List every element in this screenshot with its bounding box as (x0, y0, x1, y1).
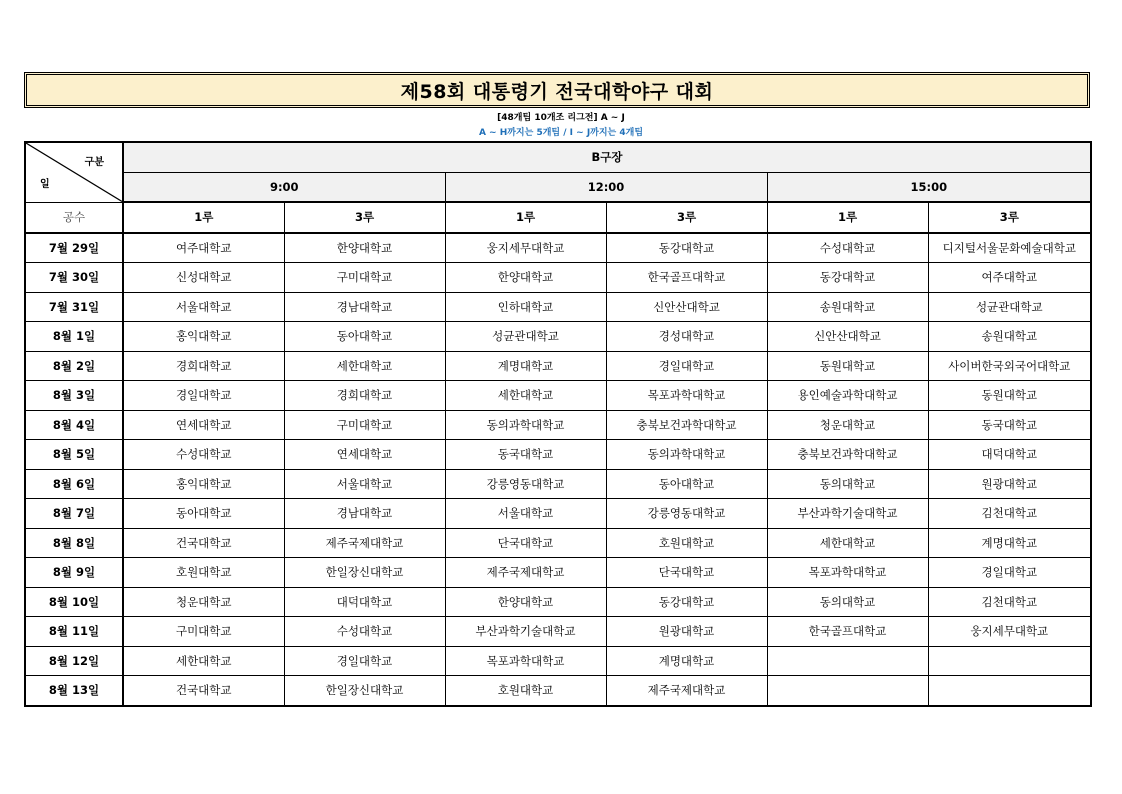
base-header: 3루 (928, 202, 1091, 233)
table-row (25, 528, 1091, 558)
team-cell: 웅지세무대학교 (928, 617, 1091, 647)
date-cell: 8월 10일 (25, 587, 123, 617)
team-cell: 디지털서울문화예술대학교 (928, 233, 1091, 263)
team-cell: 송원대학교 (767, 292, 928, 322)
team-cell: 수성대학교 (767, 233, 928, 263)
team-cell: 계명대학교 (928, 528, 1091, 558)
team-cell: 목포과학대학교 (445, 646, 606, 676)
team-cell: 경성대학교 (606, 322, 767, 352)
date-cell: 7월 30일 (25, 263, 123, 293)
team-cell: 김천대학교 (928, 499, 1091, 529)
team-cell: 목포과학대학교 (767, 558, 928, 588)
team-cell: 동강대학교 (767, 263, 928, 293)
schedule-table (24, 141, 1092, 707)
team-cell: 한일장신대학교 (284, 676, 445, 706)
table-row (25, 646, 1091, 676)
team-cell: 목포과학대학교 (606, 381, 767, 411)
table-row (25, 322, 1091, 352)
team-cell: 한국골프대학교 (606, 263, 767, 293)
date-cell: 7월 31일 (25, 292, 123, 322)
date-cell: 8월 13일 (25, 676, 123, 706)
team-cell: 원광대학교 (606, 617, 767, 647)
team-cell: 충북보건과학대학교 (767, 440, 928, 470)
corner-top-label: 구분 (84, 157, 104, 168)
table-row (25, 233, 1091, 263)
team-cell: 경일대학교 (928, 558, 1091, 588)
team-cell: 제주국제대학교 (606, 676, 767, 706)
date-cell: 8월 6일 (25, 469, 123, 499)
team-cell: 연세대학교 (284, 440, 445, 470)
diagonal-line (26, 143, 122, 202)
team-cell: 한양대학교 (445, 263, 606, 293)
team-cell: 동아대학교 (284, 322, 445, 352)
table-row (25, 587, 1091, 617)
team-cell: 강릉영동대학교 (606, 499, 767, 529)
team-cell: 단국대학교 (606, 558, 767, 588)
date-cell: 8월 1일 (25, 322, 123, 352)
table-row (25, 617, 1091, 647)
team-cell: 호원대학교 (123, 558, 284, 588)
team-cell: 서울대학교 (284, 469, 445, 499)
team-cell: 단국대학교 (445, 528, 606, 558)
team-cell: 건국대학교 (123, 676, 284, 706)
table-row (25, 381, 1091, 411)
team-cell: 계명대학교 (606, 646, 767, 676)
date-cell: 8월 3일 (25, 381, 123, 411)
team-cell: 세한대학교 (123, 646, 284, 676)
team-cell: 사이버한국외국어대학교 (928, 351, 1091, 381)
date-cell: 8월 11일 (25, 617, 123, 647)
team-cell: 경일대학교 (284, 646, 445, 676)
team-cell: 경남대학교 (284, 499, 445, 529)
team-cell: 동원대학교 (928, 381, 1091, 411)
team-cell: 한일장신대학교 (284, 558, 445, 588)
team-cell: 대덕대학교 (284, 587, 445, 617)
team-cell (767, 646, 928, 676)
team-cell: 청운대학교 (123, 587, 284, 617)
team-cell: 동국대학교 (928, 410, 1091, 440)
table-row (25, 469, 1091, 499)
date-cell: 8월 7일 (25, 499, 123, 529)
team-cell: 송원대학교 (928, 322, 1091, 352)
team-cell: 인하대학교 (445, 292, 606, 322)
base-header: 1루 (445, 202, 606, 233)
team-cell: 건국대학교 (123, 528, 284, 558)
date-cell: 8월 8일 (25, 528, 123, 558)
team-cell: 제주국제대학교 (445, 558, 606, 588)
table-row (25, 676, 1091, 706)
page-title (24, 72, 1090, 108)
team-cell: 부산과학기술대학교 (767, 499, 928, 529)
base-header: 3루 (606, 202, 767, 233)
team-cell: 동의과학대학교 (606, 440, 767, 470)
team-cell: 홍익대학교 (123, 469, 284, 499)
date-cell: 8월 9일 (25, 558, 123, 588)
team-cell: 수성대학교 (123, 440, 284, 470)
row-label: 공수 (25, 202, 123, 233)
team-cell (928, 676, 1091, 706)
team-cell: 여주대학교 (928, 263, 1091, 293)
team-cell: 신안산대학교 (767, 322, 928, 352)
team-cell: 청운대학교 (767, 410, 928, 440)
base-header: 3루 (284, 202, 445, 233)
team-cell: 대덕대학교 (928, 440, 1091, 470)
team-cell: 김천대학교 (928, 587, 1091, 617)
team-cell: 동강대학교 (606, 233, 767, 263)
team-cell: 한국골프대학교 (767, 617, 928, 647)
table-row (25, 351, 1091, 381)
base-header: 1루 (767, 202, 928, 233)
team-cell: 연세대학교 (123, 410, 284, 440)
corner-bottom-label: 일 (40, 178, 50, 190)
team-cell: 세한대학교 (284, 351, 445, 381)
team-cell: 용인예술과학대학교 (767, 381, 928, 411)
team-cell: 구미대학교 (284, 410, 445, 440)
team-cell: 동아대학교 (123, 499, 284, 529)
team-cell: 동의대학교 (767, 587, 928, 617)
corner-cell (25, 142, 123, 202)
team-cell: 서울대학교 (445, 499, 606, 529)
team-cell: 계명대학교 (445, 351, 606, 381)
team-cell: 경남대학교 (284, 292, 445, 322)
table-row (25, 410, 1091, 440)
team-cell: 경희대학교 (123, 351, 284, 381)
team-cell: 웅지세무대학교 (445, 233, 606, 263)
table-row (25, 263, 1091, 293)
table-row (25, 440, 1091, 470)
team-cell: 동의대학교 (767, 469, 928, 499)
date-cell: 8월 5일 (25, 440, 123, 470)
team-cell: 동원대학교 (767, 351, 928, 381)
team-cell: 원광대학교 (928, 469, 1091, 499)
team-cell: 부산과학기술대학교 (445, 617, 606, 647)
team-cell: 구미대학교 (123, 617, 284, 647)
venue-header: B구장 (123, 142, 1091, 172)
team-cell (928, 646, 1091, 676)
team-cell: 여주대학교 (123, 233, 284, 263)
time-header: 9:00 (123, 172, 445, 202)
title-text: 제58회 대통령기 전국대학야구 대회 (400, 80, 714, 103)
team-cell: 제주국제대학교 (284, 528, 445, 558)
team-cell: 동아대학교 (606, 469, 767, 499)
team-cell: 성균관대학교 (928, 292, 1091, 322)
table-row (25, 292, 1091, 322)
base-header: 1루 (123, 202, 284, 233)
team-cell: 경희대학교 (284, 381, 445, 411)
time-header: 12:00 (445, 172, 767, 202)
team-cell: 경일대학교 (606, 351, 767, 381)
team-cell: 강릉영동대학교 (445, 469, 606, 499)
team-cell: 동국대학교 (445, 440, 606, 470)
team-cell: 호원대학교 (445, 676, 606, 706)
team-cell: 성균관대학교 (445, 322, 606, 352)
team-cell: 호원대학교 (606, 528, 767, 558)
date-cell: 7월 29일 (25, 233, 123, 263)
table-row (25, 499, 1091, 529)
league-info: [48개팀 10개조 리그전] A ~ J (497, 113, 625, 123)
team-cell: 한양대학교 (445, 587, 606, 617)
date-cell: 8월 4일 (25, 410, 123, 440)
team-cell: 세한대학교 (767, 528, 928, 558)
team-cell: 신성대학교 (123, 263, 284, 293)
team-cell: 동의과학대학교 (445, 410, 606, 440)
team-cell (767, 676, 928, 706)
date-cell: 8월 2일 (25, 351, 123, 381)
team-cell: 신안산대학교 (606, 292, 767, 322)
team-cell: 홍익대학교 (123, 322, 284, 352)
date-cell: 8월 12일 (25, 646, 123, 676)
time-header: 15:00 (767, 172, 1091, 202)
group-info: A ~ H까지는 5개팀 / I ~ J까지는 4개팀 (478, 128, 644, 138)
team-cell: 구미대학교 (284, 263, 445, 293)
team-cell: 수성대학교 (284, 617, 445, 647)
team-cell: 세한대학교 (445, 381, 606, 411)
team-cell: 서울대학교 (123, 292, 284, 322)
team-cell: 경일대학교 (123, 381, 284, 411)
table-row (25, 558, 1091, 588)
team-cell: 동강대학교 (606, 587, 767, 617)
team-cell: 한양대학교 (284, 233, 445, 263)
team-cell: 충북보건과학대학교 (606, 410, 767, 440)
